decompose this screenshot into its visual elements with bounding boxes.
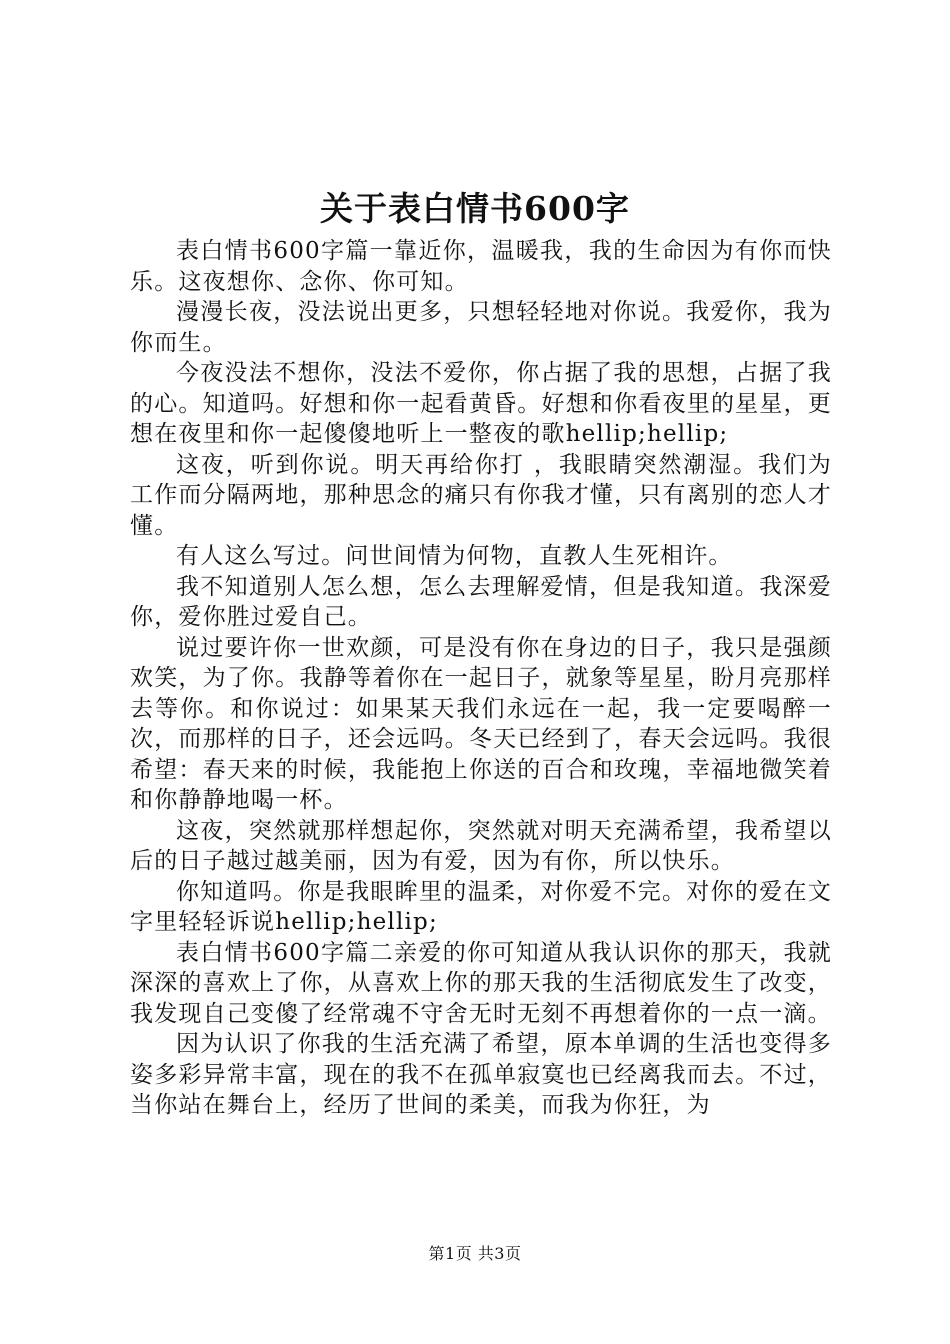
document-body bbox=[130, 236, 832, 1121]
paragraph: 这夜，听到你说。明天再给你打 ，我眼睛突然潮湿。我们为工作而分隔两地，那种思念的痛只有你我才懂，只有离别的恋人才懂。 bbox=[130, 451, 832, 539]
paragraph: 有人这么写过。问世间情为何物，直教人生死相许。 bbox=[176, 543, 733, 569]
paragraph: 漫漫长夜，没法说出更多，只想轻轻地对你说。我爱你，我为你而生。 bbox=[130, 299, 832, 356]
paragraph: 表白情书600字篇二亲爱的你可知道从我认识你的那天，我就深深的喜欢上了你，从喜欢上你的那天我的生活彻底发生了改变，我发现自己变傻了经常魂不守舍无时无刻不再想着你的一点一滴。 bbox=[130, 939, 832, 1027]
paragraph: 说过要许你一世欢颜，可是没有你在身边的日子，我只是强颜欢笑，为了你。我静等着你在一起日子，就象等星星，盼月亮那样去等你。和你说过：如果某天我们永远在一起，我一定要喝醉一次，而那样的日子，还会远吗。冬天已经到了，春天会远吗。我很希望：春天来的时候，我能抱上你送的百合和玫瑰，幸福地微笑着和你静静地喝一杯。 bbox=[130, 634, 832, 813]
page-title: 关于表白情书600字 bbox=[320, 189, 630, 228]
paragraph: 我不知道别人怎么想，怎么去理解爱情，但是我知道。我深爱你，爱你胜过爱自己。 bbox=[130, 573, 832, 630]
page-number: 第1页 共3页 bbox=[428, 1244, 522, 1263]
paragraph: 今夜没法不想你，没法不爱你，你占据了我的思想，占据了我的心。知道吗。好想和你一起看黄昏。好想和你看夜里的星星，更想在夜里和你一起傻傻地听上一整夜的歌hellip;hellip; bbox=[130, 360, 832, 447]
paragraph: 你知道吗。你是我眼眸里的温柔，对你爱不完。对你的爱在文字里轻轻诉说hellip;hellip; bbox=[130, 878, 832, 935]
paragraph: 表白情书600字篇一靠近你，温暖我，我的生命因为有你而快乐。这夜想你、念你、你可知。 bbox=[130, 238, 832, 295]
paragraph: 因为认识了你我的生活充满了希望，原本单调的生活也变得多姿多彩异常丰富，现在的我不在孤单寂寞也已经离我而去。不过，当你站在舞台上，经历了世间的柔美，而我为你狂，为 bbox=[130, 1031, 832, 1118]
paragraph: 这夜，突然就那样想起你，突然就对明天充满希望，我希望以后的日子越过越美丽，因为有爱，因为有你，所以快乐。 bbox=[130, 817, 832, 874]
